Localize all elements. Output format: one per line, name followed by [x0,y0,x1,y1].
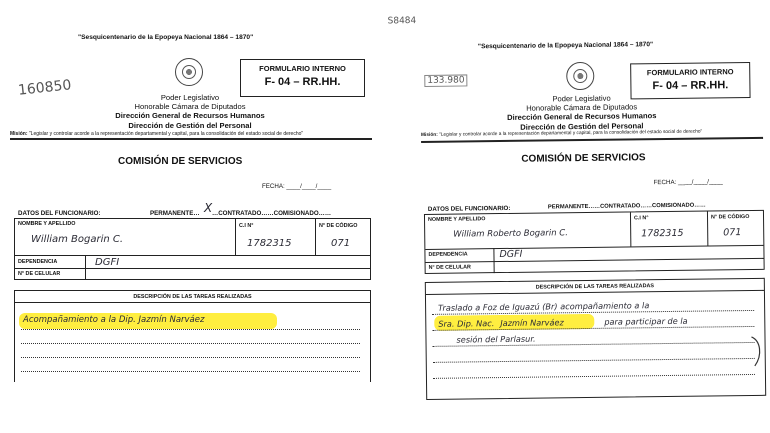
codigo-value: 071 [331,238,351,249]
ci-label: C.I N° [633,215,649,222]
form-right [387,0,770,433]
employee-data-grid [14,218,371,280]
motto: "Sesquicentenario de la Epopeya Nacional 1864 – 1870" [78,34,254,41]
ci-value: 1782315 [247,238,292,249]
permanente-checkmark: X [204,201,213,215]
dependencia-value: DGFI [499,248,523,261]
ci-label: C.I N° [239,223,254,229]
task-dotline [21,371,360,372]
institution-header [487,93,677,132]
codigo-value: 071 [723,227,742,239]
permanente-label: PERMANENTE……CONTRATADO……COMISIONADO…… [547,202,706,211]
employee-data-grid [424,210,765,274]
datos-label: DATOS DEL FUNCIONARIO: [427,204,511,213]
mission-text: "Legislar y controlar acorde a la representación departamental y capital, para la consolidación del estado social de derecho" [28,131,304,137]
mission-label: Misión: [10,131,28,137]
dependencia-value: DGFI [95,257,120,268]
codigo-label: N° DE CÓDIGO [710,213,750,221]
nombre-value: William Bogarin C. [31,234,124,245]
permanente-label: PERMANENTE… [150,210,200,217]
header-line3: Dirección General de Recursos Humanos [115,111,265,121]
tasks-box [14,290,371,382]
task-line3: sesión del Parlasur. [456,333,536,345]
nombre-label: NOMBRE Y APELLIDO [427,216,486,223]
task-dotline [21,343,360,344]
mission-text: "Legislar y controlar acorde a la representación departamental y capital, para la consolidación del estado social de derecho" [439,129,703,138]
nombre-label: NOMBRE Y APELLIDO [18,221,76,227]
nombre-value: William Roberto Bogarin C. [453,228,568,240]
congress-seal-icon [175,58,203,86]
header-line1: Poder Legislativo [160,93,220,102]
form-box-line1: FORMULARIO INTERNO [259,64,346,73]
ci-value: 1782315 [641,227,684,240]
header-line2: Honorable Cámara de Diputados [526,102,638,113]
form-box-line2: F- 04 – RR.HH. [264,76,341,88]
form-title: COMISIÓN DE SERVICIOS [118,156,243,167]
dependencia-label: DEPENDENCIA [428,251,468,258]
mission-label: Misión: [420,132,438,138]
task-line2a: Sra. Dip. Nac. [438,318,495,329]
datos-label: DATOS DEL FUNCIONARIO: [18,210,101,217]
tareas-label: DESCRIPCIÓN DE LAS TAREAS REALIZADAS [535,283,654,291]
task-dotline [433,374,755,379]
header-line3: Dirección General de Recursos Humanos [507,111,657,123]
stamp-number-top: S8484 [387,16,417,27]
header-line2: Honorable Cámara de Diputados [134,102,246,112]
form-left [0,0,383,433]
task-line2c: para participar de la [604,315,688,327]
divider [10,138,372,140]
motto: "Sesquicentenario de la Epopeya Nacional 1864 – 1870" [477,41,654,51]
handwritten-stamp-number: 160850 [17,77,73,99]
form-box-line1: FORMULARIO INTERNO [646,67,734,78]
institution-header [95,93,285,130]
task-line1: Acompañamiento a la Dip. Jazmín Narváez [23,315,205,325]
form-box-line2: F- 04 – RR.HH. [652,79,729,93]
divider [421,137,763,143]
form-code-box [240,59,365,97]
congress-seal-icon [566,62,594,90]
tareas-label: DESCRIPCIÓN DE LAS TAREAS REALIZADAS [133,294,252,300]
header-line4: Dirección de Gestión del Personal [128,120,252,130]
celular-label: N° DE CELULAR [428,264,471,271]
task-line1: Traslado a Foz de Iguazú (Br) acompañamiento a la [438,300,650,313]
fecha-field: FECHA: ____/____/____ [262,183,332,190]
mission-statement [421,130,702,138]
task-dotline [433,358,755,363]
mission-statement [10,131,303,137]
header-line4: Dirección de Gestión del Personal [520,120,644,132]
codigo-label: N° DE CÓDIGO [319,223,358,229]
handwritten-stamp-number: 133.980 [424,74,467,87]
contratado-label: …CONTRATADO……COMISIONADO…… [212,210,332,217]
handwritten-scribble-icon [748,335,764,369]
form-title: COMISIÓN DE SERVICIOS [521,152,646,165]
dependencia-label: DEPENDENCIA [18,259,58,265]
fecha-field: FECHA: ____/____/____ [653,178,723,187]
celular-label: N° DE CELULAR [18,271,61,277]
header-line1: Poder Legislativo [552,93,611,104]
task-dotline [21,357,360,358]
tasks-box [425,278,766,400]
task-dotline [21,329,360,330]
task-line2b: Jazmín Narváez [500,317,564,329]
